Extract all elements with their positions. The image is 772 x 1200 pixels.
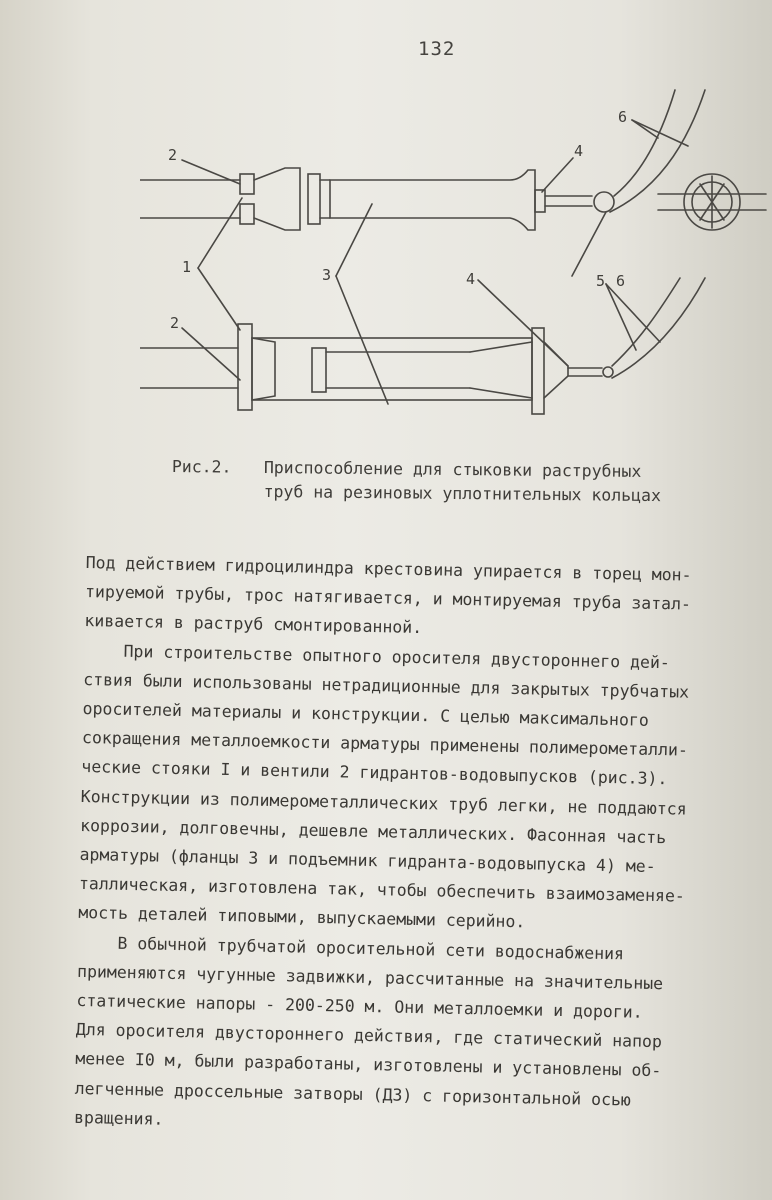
- label-6-top: 6: [618, 108, 628, 126]
- caption-line-2: труб на резиновых уплотнительных кольцах: [263, 481, 662, 506]
- text-line: вращения.: [73, 1107, 164, 1129]
- text-line: При строительстве опытного оросителя двустороннего дей-: [83, 640, 671, 672]
- text-line: арматуры (фланцы 3 и подъемник гидранта-водовыпуска 4) ме-: [79, 844, 656, 877]
- label-4-bottom: 4: [466, 270, 476, 288]
- text-line: кивается в раструб смонтированной.: [84, 611, 423, 638]
- text-line: легченные дроссельные затворы (ДЗ) с горизонтальной осью: [74, 1078, 632, 1110]
- label-4-top: 4: [574, 142, 584, 160]
- text-line: сокращения металлоемкости арматуры применены полимерометалли-: [81, 728, 689, 760]
- text-line: тируемой трубы, трос натягивается, и монтируемая труба затал-: [84, 582, 692, 614]
- text-line: мость деталей типовыми, выпускаемыми серийно.: [78, 903, 526, 932]
- text-line: В обычной трубчатой оросительной сети водоснабжения: [77, 932, 625, 963]
- page-number: 132: [418, 38, 456, 60]
- figure-pipe-joining-device: [140, 80, 772, 440]
- label-3: 3: [322, 266, 332, 284]
- label-2-top: 2: [168, 146, 178, 164]
- text-line: статические напоры - 200-250 м. Они металлоемки и дороги.: [76, 990, 643, 1022]
- text-line: Конструкции из полимерометаллических труб легки, не поддаются: [80, 786, 687, 819]
- caption-line-1: Приспособление для стыковки раструбных: [263, 457, 642, 481]
- technical-drawing: [140, 80, 772, 440]
- caption-number: Рис.2.: [171, 456, 232, 477]
- label-5: 5: [596, 272, 606, 290]
- text-line: оросителей материалы и конструкции. С целью максимального: [82, 698, 649, 730]
- figure-caption: [171, 455, 771, 509]
- label-6-bottom: 6: [616, 272, 626, 290]
- label-1: 1: [182, 258, 192, 276]
- text-line: Для оросителя двустороннего действия, где статический напор: [75, 1020, 663, 1052]
- body-text: [74, 548, 772, 1146]
- text-line: таллическая, изготовлена так, чтобы обеспечить взаимозаменяе-: [78, 874, 686, 906]
- text-line: Под действием гидроцилиндра крестовина упирается в торец мон-: [85, 552, 692, 585]
- text-line: применяются чугунные задвижки, рассчитанные на значительные: [76, 961, 664, 994]
- text-line: коррозии, долговечны, дешевле металлических. Фасонная часть: [79, 815, 667, 848]
- text-line: ческие стояки I и вентили 2 гидрантов-водовыпусков (рис.3).: [81, 757, 668, 789]
- label-2-bottom: 2: [170, 314, 180, 332]
- text-line: менее I0 м, были разработаны, изготовлены и установлены об-: [75, 1049, 662, 1081]
- text-line: ствия были использованы нетрадиционные для закрытых трубчатых: [83, 669, 690, 702]
